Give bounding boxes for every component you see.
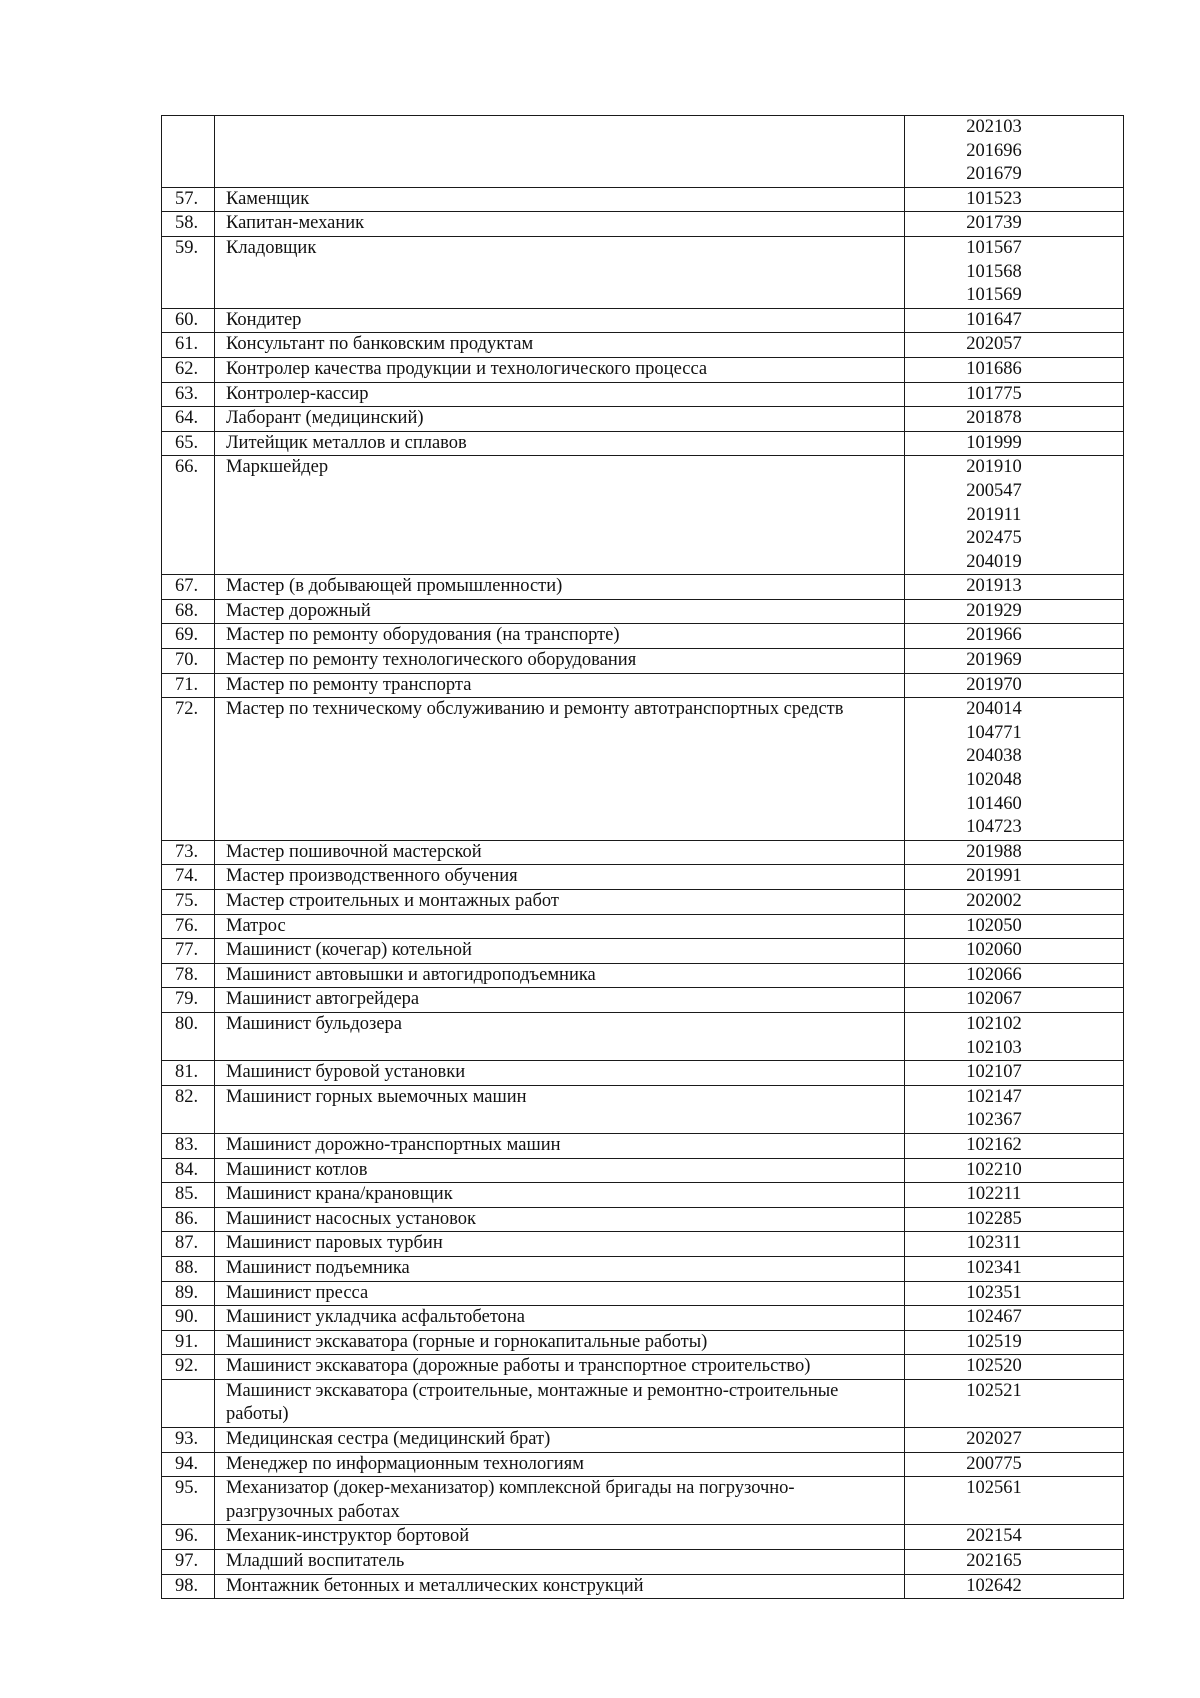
profession-code: 102521 [966,1380,1022,1401]
table-row [162,624,1124,649]
profession-code: 201679 [966,164,1022,185]
row-number: 72. [162,698,215,841]
profession-name: Литейщик металлов и сплавов [215,431,905,456]
profession-codes [905,890,1124,915]
profession-code: 102285 [966,1208,1022,1229]
profession-code: 202475 [966,528,1022,549]
row-number: 79. [162,988,215,1013]
profession-name: Машинист насосных установок [215,1207,905,1232]
profession-name: Машинист буровой установки [215,1061,905,1086]
profession-code: 204038 [966,746,1022,767]
profession-code: 101647 [966,309,1022,330]
profession-code: 102642 [966,1575,1022,1596]
table-row [162,865,1124,890]
row-number: 66. [162,456,215,575]
profession-code: 102520 [966,1356,1022,1377]
table-row [162,382,1124,407]
profession-code: 101569 [966,285,1022,306]
profession-codes [905,840,1124,865]
profession-codes [905,1183,1124,1208]
profession-code: 202165 [966,1551,1022,1572]
table-row [162,1477,1124,1525]
table-row [162,1085,1124,1133]
profession-code: 102147 [966,1086,1022,1107]
profession-codes [905,1207,1124,1232]
row-number: 82. [162,1085,215,1133]
profession-name: Капитан-механик [215,212,905,237]
profession-name: Мастер дорожный [215,599,905,624]
profession-name: Консультант по банковским продуктам [215,333,905,358]
table-row [162,1232,1124,1257]
profession-name: Каменщик [215,187,905,212]
profession-code: 102102 [966,1013,1022,1034]
row-number: 64. [162,407,215,432]
row-number: 95. [162,1477,215,1525]
profession-code: 202002 [966,891,1022,911]
profession-name: Мастер по ремонту технологического оборудования [215,649,905,674]
table-row [162,212,1124,237]
table-row [162,1574,1124,1599]
profession-name: Мастер производственного обучения [215,865,905,890]
profession-code: 201991 [966,866,1022,887]
table-row [162,456,1124,575]
profession-codes [905,407,1124,432]
row-number: 78. [162,963,215,988]
table-row [162,357,1124,382]
table-row [162,308,1124,333]
profession-code: 202027 [966,1429,1022,1450]
profession-codes [905,1306,1124,1331]
profession-code: 102351 [966,1282,1022,1303]
table-body [162,116,1124,1599]
profession-code: 102067 [966,989,1022,1010]
row-number: 75. [162,890,215,915]
profession-code: 201910 [966,457,1022,478]
table-row [162,116,1124,188]
profession-name: Машинист крана/крановщик [215,1183,905,1208]
table-row [162,1207,1124,1232]
profession-code: 200775 [966,1453,1022,1474]
profession-codes [905,456,1124,575]
profession-code: 101568 [966,261,1022,282]
profession-codes [905,865,1124,890]
table-row [162,988,1124,1013]
profession-codes [905,1477,1124,1525]
profession-codes [905,1061,1124,1086]
table-row [162,840,1124,865]
table-row [162,649,1124,674]
row-number: 67. [162,575,215,600]
profession-name: Матрос [215,914,905,939]
profession-code: 102107 [966,1062,1022,1083]
profession-codes [905,1012,1124,1060]
profession-code: 201696 [966,140,1022,161]
profession-name: Машинист горных выемочных машин [215,1085,905,1133]
row-number: 83. [162,1133,215,1158]
profession-code: 102211 [966,1184,1022,1205]
profession-code: 102467 [966,1307,1022,1328]
profession-code: 201969 [966,650,1022,671]
table-row [162,1256,1124,1281]
profession-code: 204019 [966,551,1022,572]
row-number: 63. [162,382,215,407]
profession-codes [905,599,1124,624]
row-number: 80. [162,1012,215,1060]
profession-name: Механизатор (докер-механизатор) комплексной бригады на погрузочно-разгрузочных работах [215,1477,905,1525]
profession-codes [905,431,1124,456]
row-number: 94. [162,1452,215,1477]
profession-codes [905,382,1124,407]
profession-code: 101999 [966,432,1022,453]
profession-codes [905,1428,1124,1453]
profession-codes [905,187,1124,212]
table-row [162,1133,1124,1158]
row-number: 90. [162,1306,215,1331]
profession-codes [905,212,1124,237]
profession-name: Лаборант (медицинский) [215,407,905,432]
row-number: 57. [162,187,215,212]
row-number: 84. [162,1158,215,1183]
row-number: 62. [162,357,215,382]
profession-codes [905,698,1124,841]
profession-name: Машинист котлов [215,1158,905,1183]
profession-name: Контролер-кассир [215,382,905,407]
profession-code: 102066 [966,964,1022,985]
profession-codes [905,1550,1124,1575]
row-number [162,116,215,188]
profession-codes [905,333,1124,358]
profession-code: 102561 [966,1478,1022,1499]
profession-codes [905,308,1124,333]
table-row [162,963,1124,988]
row-number: 98. [162,1574,215,1599]
profession-code: 101686 [966,358,1022,379]
profession-name: Машинист автогрейдера [215,988,905,1013]
profession-code: 101775 [966,383,1022,404]
row-number: 85. [162,1183,215,1208]
row-number: 65. [162,431,215,456]
profession-codes [905,1355,1124,1380]
row-number: 60. [162,308,215,333]
profession-code: 201929 [966,600,1022,621]
profession-code: 102050 [966,915,1022,936]
profession-code: 102210 [966,1159,1022,1180]
profession-name: Маркшейдер [215,456,905,575]
table-row [162,1281,1124,1306]
table-row [162,914,1124,939]
table-row [162,673,1124,698]
table-row [162,939,1124,964]
row-number: 59. [162,236,215,308]
profession-code: 202103 [966,117,1022,137]
row-number: 93. [162,1428,215,1453]
profession-codes [905,357,1124,382]
table-row [162,236,1124,308]
row-number: 89. [162,1281,215,1306]
profession-name: Мастер по техническому обслуживанию и ремонту автотранспортных средств [215,698,905,841]
row-number: 68. [162,599,215,624]
profession-code: 202154 [966,1526,1022,1547]
table-row [162,431,1124,456]
row-number: 81. [162,1061,215,1086]
profession-code: 201988 [966,841,1022,862]
row-number: 69. [162,624,215,649]
row-number: 73. [162,840,215,865]
profession-name: Мастер по ремонту оборудования (на транспорте) [215,624,905,649]
profession-codes [905,1133,1124,1158]
table-row [162,1306,1124,1331]
profession-name: Машинист бульдозера [215,1012,905,1060]
profession-code: 201739 [966,213,1022,234]
profession-codes [905,1158,1124,1183]
profession-code: 102311 [966,1233,1022,1254]
table-row [162,1330,1124,1355]
table-row [162,407,1124,432]
profession-codes [905,1085,1124,1133]
profession-codes [905,1256,1124,1281]
profession-code: 101460 [966,793,1022,814]
profession-codes [905,963,1124,988]
profession-name: Машинист дорожно-транспортных машин [215,1133,905,1158]
profession-name: Машинист укладчика асфальтобетона [215,1306,905,1331]
profession-name [215,116,905,188]
table-row [162,698,1124,841]
profession-code: 102048 [966,770,1022,791]
profession-name: Младший воспитатель [215,1550,905,1575]
profession-name: Кондитер [215,308,905,333]
row-number: 76. [162,914,215,939]
row-number: 88. [162,1256,215,1281]
table-row [162,890,1124,915]
row-number: 77. [162,939,215,964]
table-row [162,575,1124,600]
table-row [162,1158,1124,1183]
row-number: 96. [162,1525,215,1550]
row-number: 97. [162,1550,215,1575]
profession-code: 102341 [966,1257,1022,1278]
profession-name: Машинист экскаватора (строительные, монтажные и ремонтно-строительные работы) [215,1379,905,1427]
row-number: 91. [162,1330,215,1355]
profession-codes [905,116,1124,188]
profession-name: Машинист паровых турбин [215,1232,905,1257]
profession-code: 102103 [966,1037,1022,1058]
profession-code: 104771 [966,722,1022,743]
profession-codes [905,1232,1124,1257]
profession-code: 102367 [966,1110,1022,1131]
profession-code: 102519 [966,1331,1022,1352]
profession-codes [905,673,1124,698]
row-number: 71. [162,673,215,698]
profession-name: Машинист подъемника [215,1256,905,1281]
profession-name: Мастер (в добывающей промышленности) [215,575,905,600]
profession-name: Машинист (кочегар) котельной [215,939,905,964]
profession-code: 101523 [966,188,1022,209]
profession-code: 202057 [966,334,1022,355]
profession-code: 102162 [966,1134,1022,1155]
table-row [162,1355,1124,1380]
profession-code: 201970 [966,674,1022,695]
profession-name: Машинист экскаватора (горные и горнокапитальные работы) [215,1330,905,1355]
profession-codes [905,988,1124,1013]
row-number: 58. [162,212,215,237]
table-row [162,1379,1124,1427]
table-row [162,1550,1124,1575]
profession-codes [905,236,1124,308]
profession-name: Машинист пресса [215,1281,905,1306]
profession-code: 104723 [966,817,1022,838]
profession-codes [905,914,1124,939]
profession-codes [905,649,1124,674]
profession-code: 201913 [966,576,1022,597]
profession-name: Машинист экскаватора (дорожные работы и транспортное строительство) [215,1355,905,1380]
profession-name: Контролер качества продукции и технологического процесса [215,357,905,382]
profession-code: 200547 [966,480,1022,501]
profession-codes [905,1452,1124,1477]
profession-codes [905,1525,1124,1550]
table-row [162,599,1124,624]
table-row [162,1183,1124,1208]
profession-code: 201878 [966,408,1022,429]
row-number: 74. [162,865,215,890]
row-number: 61. [162,333,215,358]
profession-codes [905,1281,1124,1306]
table-row [162,1012,1124,1060]
profession-name: Медицинская сестра (медицинский брат) [215,1428,905,1453]
table-row [162,187,1124,212]
profession-name: Кладовщик [215,236,905,308]
table-row [162,1452,1124,1477]
row-number [162,1379,215,1427]
profession-code: 101567 [966,237,1022,258]
profession-codes [905,939,1124,964]
profession-codes [905,1574,1124,1599]
profession-name: Машинист автовышки и автогидроподъемника [215,963,905,988]
profession-name: Мастер пошивочной мастерской [215,840,905,865]
profession-name: Мастер строительных и монтажных работ [215,890,905,915]
profession-code-table [161,115,1124,1599]
profession-name: Менеджер по информационным технологиям [215,1452,905,1477]
profession-name: Монтажник бетонных и металлических конструкций [215,1574,905,1599]
table-row [162,1061,1124,1086]
row-number: 86. [162,1207,215,1232]
row-number: 92. [162,1355,215,1380]
profession-name: Мастер по ремонту транспорта [215,673,905,698]
profession-code: 102060 [966,940,1022,961]
row-number: 70. [162,649,215,674]
profession-name: Механик-инструктор бортовой [215,1525,905,1550]
table-row [162,333,1124,358]
profession-code: 201911 [966,504,1022,525]
profession-codes [905,575,1124,600]
profession-code: 204014 [966,699,1022,720]
row-number: 87. [162,1232,215,1257]
table-row [162,1525,1124,1550]
profession-codes [905,1379,1124,1427]
profession-codes [905,624,1124,649]
table-row [162,1428,1124,1453]
profession-codes [905,1330,1124,1355]
profession-code: 201966 [966,625,1022,646]
